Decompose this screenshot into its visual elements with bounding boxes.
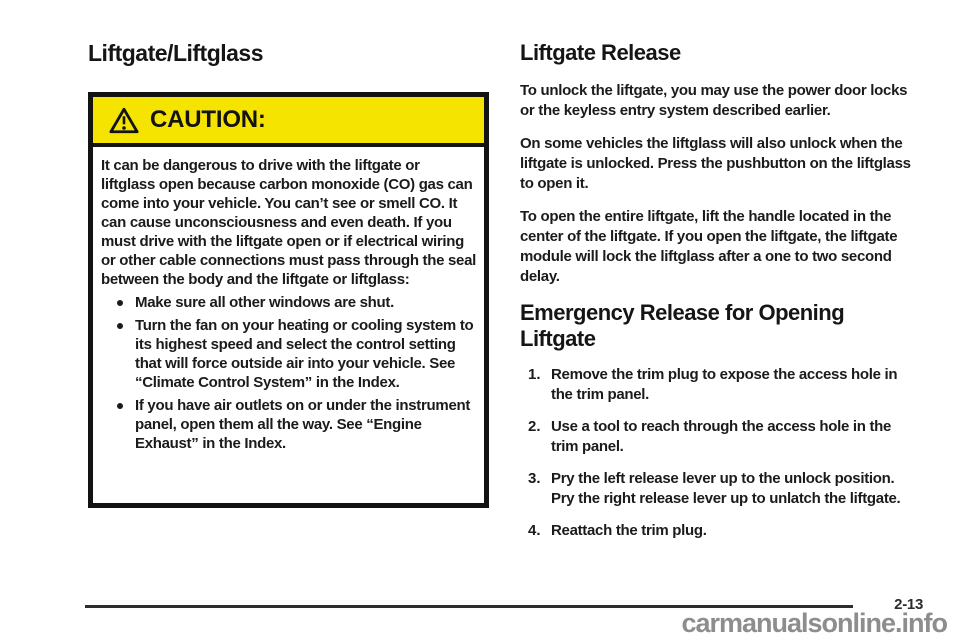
page-title: Liftgate/Liftglass xyxy=(88,40,264,66)
caution-text: It can be dangerous to drive with the liftgate or liftglass open because carbon monoxide (CO) gas can come into your vehicle. You can’t see or smell CO. It can cause unconsciousness and even death. If you must drive with the liftgate open or if electrical wiring or other cable connections must pass through the seal between the body and the liftgate or liftglass: xyxy=(101,157,477,288)
right-column xyxy=(520,40,918,553)
paragraph: On some vehicles the liftglass will also unlock when the liftgate is unlocked. Press the pushbutton on the liftglass to open it. xyxy=(520,135,911,192)
warning-triangle-icon xyxy=(109,107,139,134)
step-text: Reattach the trim plug. xyxy=(551,522,707,539)
step-number: 1. xyxy=(528,366,541,383)
section-heading-liftgate-release: Liftgate Release xyxy=(520,40,681,65)
step-item xyxy=(520,469,918,509)
watermark: carmanualsonline.info xyxy=(681,608,947,638)
caution-label: CAUTION: xyxy=(150,106,266,133)
caution-box xyxy=(88,92,489,508)
bullet-item: Turn the fan on your heating or cooling system to its highest speed and select the control setting that will force outside air into your vehicle. See “Climate Control System” in the Index. xyxy=(101,316,476,392)
bullet-item: Make sure all other windows are shut. xyxy=(101,293,476,312)
steps-list xyxy=(520,365,918,541)
step-item xyxy=(520,521,918,541)
step-item xyxy=(520,417,918,457)
step-number: 2. xyxy=(528,418,541,435)
caution-body xyxy=(93,147,484,453)
caution-header xyxy=(93,97,484,147)
page-number: 2-13 xyxy=(894,596,923,613)
step-text: Pry the left release lever up to the unlock position. Pry the right release lever up to unlatch the liftgate. xyxy=(551,470,901,507)
bullet-item: If you have air outlets on or under the instrument panel, open them all the way. See “Engine Exhaust” in the Index. xyxy=(101,396,476,453)
caution-bullet-list xyxy=(101,293,476,453)
step-number: 3. xyxy=(528,470,541,487)
step-item xyxy=(520,365,918,405)
paragraph: To open the entire liftgate, lift the handle located in the center of the liftgate. If you open the liftgate, the liftgate module will lock the liftglass after a one to two second delay. xyxy=(520,208,898,285)
paragraph: To unlock the liftgate, you may use the power door locks or the keyless entry system described earlier. xyxy=(520,82,908,119)
step-text: Remove the trim plug to expose the access hole in the trim panel. xyxy=(551,366,898,403)
step-number: 4. xyxy=(528,522,541,539)
section-heading-emergency-release: Emergency Release for Opening Liftgate xyxy=(520,300,845,351)
step-text: Use a tool to reach through the access hole in the trim panel. xyxy=(551,418,892,455)
